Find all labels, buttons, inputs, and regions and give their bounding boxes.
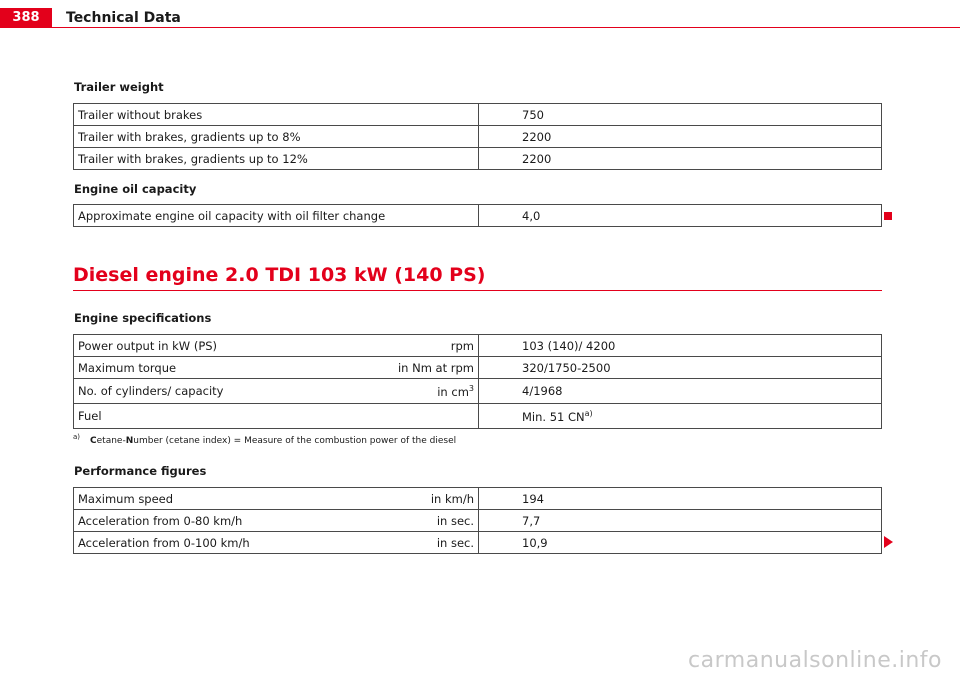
row-label: Trailer without brakes bbox=[74, 104, 479, 126]
row-label: Approximate engine oil capacity with oil filter change bbox=[74, 205, 479, 227]
page-header bbox=[0, 0, 960, 28]
row-unit: in sec. bbox=[436, 513, 474, 528]
title-rule bbox=[73, 290, 882, 291]
row-label: Fuel bbox=[78, 409, 102, 423]
trailer-weight-table bbox=[73, 103, 882, 170]
row-value: 750 bbox=[479, 104, 882, 126]
performance-figures-heading: Performance figures bbox=[74, 464, 207, 478]
table-row bbox=[74, 205, 882, 227]
continue-arrow-icon bbox=[884, 536, 893, 548]
row-label: Maximum speed bbox=[78, 491, 174, 506]
footnote-ref: a) bbox=[584, 408, 593, 418]
row-value: 4,0 bbox=[479, 205, 882, 227]
table-row bbox=[74, 357, 882, 379]
header-rule bbox=[0, 27, 960, 28]
watermark: carmanualsonline.info bbox=[688, 648, 942, 673]
row-label: Power output in kW (PS) bbox=[78, 338, 218, 353]
row-value: 103 (140)/ 4200 bbox=[479, 335, 882, 357]
row-label: No. of cylinders/ capacity bbox=[78, 384, 224, 399]
engine-specifications-table bbox=[73, 334, 882, 429]
row-value: 4/1968 bbox=[479, 379, 882, 404]
section-end-marker bbox=[884, 212, 892, 220]
unit-superscript: 3 bbox=[468, 383, 474, 393]
row-label: Trailer with brakes, gradients up to 12% bbox=[74, 148, 479, 170]
footnote-marker: a) bbox=[73, 433, 81, 441]
row-value: 320/1750-2500 bbox=[479, 357, 882, 379]
engine-specifications-heading: Engine specifications bbox=[74, 311, 212, 325]
row-label: Trailer with brakes, gradients up to 8% bbox=[74, 126, 479, 148]
row-unit: in km/h bbox=[430, 491, 474, 506]
row-unit: in cm bbox=[437, 384, 469, 399]
table-row bbox=[74, 335, 882, 357]
row-label: Acceleration from 0-80 km/h bbox=[78, 513, 243, 528]
engine-oil-table bbox=[73, 204, 882, 227]
row-unit: in Nm at rpm bbox=[397, 360, 474, 375]
trailer-weight-heading: Trailer weight bbox=[74, 80, 164, 94]
row-label: Maximum torque bbox=[78, 360, 177, 375]
page-title: Technical Data bbox=[66, 10, 181, 26]
footnote: $^{a)}$ Cetane-Number (cetane index) = Measure of the combustion power of the diesel bbox=[73, 433, 457, 446]
row-label: Acceleration from 0-100 km/h bbox=[78, 535, 250, 550]
row-value: 7,7 bbox=[479, 510, 882, 532]
table-row bbox=[74, 510, 882, 532]
table-row bbox=[74, 379, 882, 404]
engine-oil-heading: Engine oil capacity bbox=[74, 182, 197, 196]
row-value: Min. 51 CN bbox=[522, 409, 585, 424]
row-value: 2200 bbox=[479, 126, 882, 148]
row-unit: rpm bbox=[450, 338, 474, 353]
table-row bbox=[74, 488, 882, 510]
table-row bbox=[74, 404, 882, 429]
row-value: 10,9 bbox=[479, 532, 882, 554]
row-unit: in sec. bbox=[436, 535, 474, 550]
table-row bbox=[74, 104, 882, 126]
diesel-engine-title: Diesel engine 2.0 TDI 103 kW (140 PS) bbox=[73, 264, 486, 286]
row-value: 194 bbox=[479, 488, 882, 510]
page-number: 388 bbox=[0, 8, 52, 28]
table-row bbox=[74, 532, 882, 554]
performance-figures-table bbox=[73, 487, 882, 554]
row-value: 2200 bbox=[479, 148, 882, 170]
table-row bbox=[74, 148, 882, 170]
table-row bbox=[74, 126, 882, 148]
